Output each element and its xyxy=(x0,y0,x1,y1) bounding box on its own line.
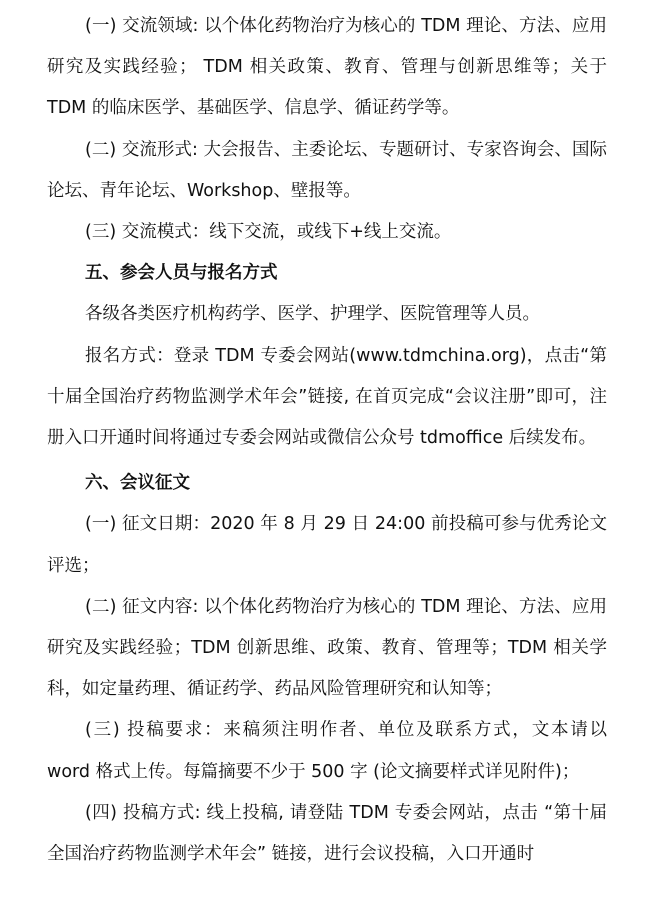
exchange-form-paragraph: (二) 交流形式: 大会报告、主委论坛、专题研讨、专家咨询会、国际论坛、青年论坛、Workshop、壁报等。 xyxy=(47,139,607,201)
document-page xyxy=(47,6,607,875)
exchange-field-paragraph: (一) 交流领域: 以个体化药物治疗为核心的 TDM 理论、方法、应用研究及实践经验； TDM 相关政策、教育、管理与创新思维等；关于 TDM 的临床医学、基础医学、信息学、循证药学等。 xyxy=(47,16,607,119)
section-5-heading: 五、参会人员与报名方式 xyxy=(85,263,278,284)
paper-content-paragraph: (二) 征文内容: 以个体化药物治疗为核心的 TDM 理论、方法、应用研究及实践经验；TDM 创新思维、政策、教育、管理等；TDM 相关学科，如定量药理、循证药学、药品风险管理研究和认知等； xyxy=(47,596,607,700)
paper-submission-paragraph: (四) 投稿方式: 线上投稿, 请登陆 TDM 专委会网站，点击 “第十届全国治疗药物监测学术年会” 链接，进行会议投稿，入口开通时 xyxy=(47,802,607,865)
paper-requirements-paragraph: (三) 投稿要求：来稿须注明作者、单位及联系方式，文本请以 word 格式上传。每篇摘要不少于 500 字 (论文摘要样式详见附件)； xyxy=(47,720,607,782)
paper-date-paragraph: (一) 征文日期：2020 年 8 月 29 日 24:00 前投稿可参与优秀论文评选； xyxy=(47,514,607,576)
exchange-mode-paragraph: (三) 交流模式：线下交流，或线下+线上交流。 xyxy=(85,222,452,243)
section-6-heading: 六、会议征文 xyxy=(85,473,190,494)
participants-paragraph: 各级各类医疗机构药学、医学、护理学、医院管理等人员。 xyxy=(85,304,540,325)
registration-paragraph: 报名方式：登录 TDM 专委会网站(www.tdmchina.org)，点击“第十届全国治疗药物监测学术年会”链接, 在首页完成“会议注册”即可，注册入口开通时间将通过专委会网站或微信公众号 tdmoffice 后续发布。 xyxy=(47,345,607,449)
